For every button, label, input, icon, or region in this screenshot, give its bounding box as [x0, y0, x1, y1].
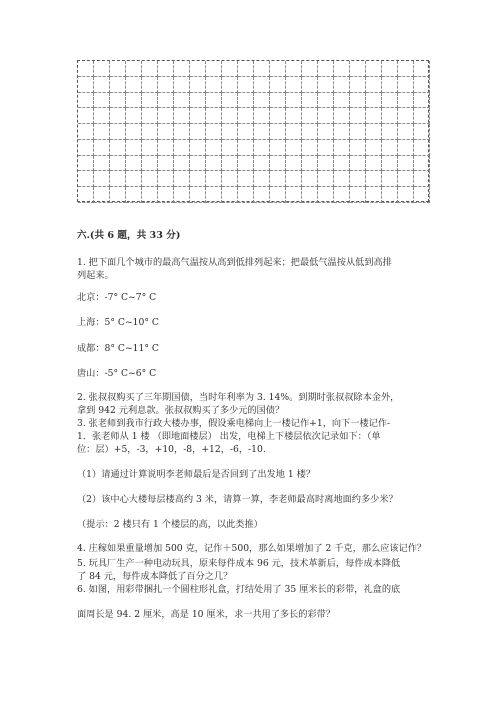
- grid-cell: [414, 124, 430, 140]
- grid-cell: [302, 187, 318, 203]
- grid-cell: [158, 124, 174, 140]
- grid-cell: [286, 93, 302, 109]
- grid-cell: [222, 187, 238, 203]
- grid-cell: [206, 108, 222, 124]
- q1-line-1: 1. 把下面几个城市的最高气温按从高到低排列起来；把最低气温按从低到高排: [77, 257, 392, 268]
- grid-cell: [334, 156, 350, 172]
- q2-line-1: 2. 张叔叔购买了三年期国债，当时年利率为 3. 14%。到期时张叔叔除本金外，: [77, 392, 400, 403]
- grid-cell: [206, 77, 222, 93]
- grid-cell: [190, 187, 206, 203]
- grid-cell: [190, 108, 206, 124]
- grid-cell: [302, 124, 318, 140]
- q3-line-2: 1．张老师从 1 楼 （即地面楼层） 出发，电梯上下楼层依次记录如下：（单: [77, 431, 381, 442]
- grid-cell: [270, 77, 286, 93]
- grid-cell: [366, 156, 382, 172]
- grid-cell: [286, 171, 302, 187]
- grid-cell: [350, 171, 366, 187]
- grid-cell: [238, 124, 254, 140]
- grid-cell: [78, 187, 94, 203]
- grid-cell: [126, 140, 142, 156]
- grid-cell: [238, 156, 254, 172]
- grid-cell: [334, 124, 350, 140]
- grid-cell: [158, 187, 174, 203]
- grid-cell: [190, 124, 206, 140]
- grid-cell: [382, 61, 398, 77]
- grid-cell: [126, 93, 142, 109]
- grid-cell: [286, 187, 302, 203]
- grid-cell: [94, 61, 110, 77]
- q6-line-1: 6. 如图，用彩带捆扎一个圆柱形礼盒，打结处用了 35 厘米长的彩带，礼盒的底: [77, 584, 401, 595]
- grid-cell: [222, 156, 238, 172]
- grid-cell: [238, 140, 254, 156]
- city-tangshan: 唐山：-5° C~6° C: [77, 368, 157, 379]
- grid-cell: [94, 108, 110, 124]
- grid-cell: [398, 108, 414, 124]
- grid-cell: [190, 156, 206, 172]
- grid-cell: [414, 140, 430, 156]
- grid-cell: [398, 140, 414, 156]
- grid-cell: [286, 61, 302, 77]
- grid-cell: [78, 156, 94, 172]
- grid-cell: [254, 171, 270, 187]
- q3-sub-1: （1）请通过计算说明李老师最后是否回到了出发地 1 楼？: [77, 469, 316, 480]
- grid-cell: [254, 187, 270, 203]
- grid-cell: [302, 61, 318, 77]
- grid-cell: [110, 61, 126, 77]
- city-chengdu: 成都：8° C~11° C: [77, 343, 159, 354]
- grid-cell: [238, 61, 254, 77]
- grid-cell: [78, 61, 94, 77]
- grid-cell: [286, 124, 302, 140]
- grid-cell: [142, 61, 158, 77]
- grid-cell: [334, 187, 350, 203]
- grid-cell: [142, 171, 158, 187]
- grid-cell: [414, 156, 430, 172]
- grid-cell: [206, 187, 222, 203]
- grid-cell: [190, 171, 206, 187]
- grid-cell: [174, 171, 190, 187]
- grid-cell: [350, 61, 366, 77]
- grid-cell: [222, 140, 238, 156]
- grid-cell: [398, 187, 414, 203]
- grid-cell: [398, 77, 414, 93]
- grid-cell: [190, 93, 206, 109]
- grid-cell: [110, 77, 126, 93]
- grid-cell: [414, 93, 430, 109]
- grid-cell: [302, 108, 318, 124]
- grid-cell: [414, 77, 430, 93]
- grid-cell: [270, 124, 286, 140]
- grid-cell: [78, 108, 94, 124]
- grid-cell: [174, 140, 190, 156]
- grid-cell: [174, 93, 190, 109]
- grid-cell: [142, 140, 158, 156]
- grid-cell: [190, 77, 206, 93]
- grid-cell: [350, 108, 366, 124]
- grid-cell: [142, 93, 158, 109]
- grid-cell: [158, 77, 174, 93]
- grid-cell: [254, 156, 270, 172]
- grid-cell: [382, 108, 398, 124]
- grid-cell: [238, 93, 254, 109]
- city-beijing: 北京：-7° C~7° C: [77, 292, 157, 303]
- grid-cell: [318, 108, 334, 124]
- grid-cell: [366, 124, 382, 140]
- grid-cell: [350, 77, 366, 93]
- grid-cell: [110, 140, 126, 156]
- grid-cell: [222, 171, 238, 187]
- grid-cell: [286, 140, 302, 156]
- grid-cell: [270, 140, 286, 156]
- grid-cell: [78, 77, 94, 93]
- grid-cell: [350, 156, 366, 172]
- grid-cell: [222, 124, 238, 140]
- grid-cell: [254, 124, 270, 140]
- grid-cell: [174, 187, 190, 203]
- grid-cell: [286, 108, 302, 124]
- grid-cell: [238, 77, 254, 93]
- grid-cell: [174, 77, 190, 93]
- grid-cell: [190, 61, 206, 77]
- grid-cell: [126, 171, 142, 187]
- grid-cell: [94, 93, 110, 109]
- grid-cell: [142, 156, 158, 172]
- grid-cell: [318, 124, 334, 140]
- grid-cell: [318, 187, 334, 203]
- grid-cell: [334, 77, 350, 93]
- grid-cell: [238, 187, 254, 203]
- grid-cell: [366, 93, 382, 109]
- grid-cell: [110, 156, 126, 172]
- grid-cell: [366, 140, 382, 156]
- grid-cell: [206, 171, 222, 187]
- grid-cell: [238, 108, 254, 124]
- grid-cell: [302, 171, 318, 187]
- grid-cell: [254, 140, 270, 156]
- grid-cell: [270, 61, 286, 77]
- grid-cell: [414, 171, 430, 187]
- q3-line-1: 3. 张老师到我市行政大楼办事，假设乘电梯向上一楼记作+1，向下一楼记作-: [77, 418, 391, 429]
- grid-cell: [334, 93, 350, 109]
- grid-cell: [222, 77, 238, 93]
- grid-cell: [398, 61, 414, 77]
- grid-cell: [382, 77, 398, 93]
- grid-cell: [126, 124, 142, 140]
- grid-cell: [158, 108, 174, 124]
- grid-cell: [350, 140, 366, 156]
- grid-cell: [142, 77, 158, 93]
- grid-cell: [414, 108, 430, 124]
- grid-cell: [366, 187, 382, 203]
- grid-cell: [78, 93, 94, 109]
- grid-cell: [94, 156, 110, 172]
- grid-cell: [158, 93, 174, 109]
- grid-cell: [174, 61, 190, 77]
- grid-cell: [206, 124, 222, 140]
- grid-cell: [398, 171, 414, 187]
- grid-cell: [94, 140, 110, 156]
- grid-cell: [318, 140, 334, 156]
- grid-cell: [126, 187, 142, 203]
- grid-cell: [110, 93, 126, 109]
- grid-cell: [286, 77, 302, 93]
- grid-cell: [398, 93, 414, 109]
- grid-cell: [206, 156, 222, 172]
- grid-cell: [366, 77, 382, 93]
- grid-cell: [78, 140, 94, 156]
- grid-cell: [382, 171, 398, 187]
- grid-cell: [270, 187, 286, 203]
- writing-grid: [77, 60, 429, 202]
- q1-line-2: 列起来。: [77, 270, 114, 281]
- grid-cell: [126, 61, 142, 77]
- grid-cell: [126, 77, 142, 93]
- grid-cell: [334, 171, 350, 187]
- grid-cell: [142, 108, 158, 124]
- grid-cell: [94, 171, 110, 187]
- grid-cell: [270, 156, 286, 172]
- grid-cell: [270, 108, 286, 124]
- grid-cell: [254, 108, 270, 124]
- grid-cell: [174, 108, 190, 124]
- grid-cell: [142, 124, 158, 140]
- grid-cell: [126, 156, 142, 172]
- grid-cell: [222, 93, 238, 109]
- grid-cell: [270, 93, 286, 109]
- grid-cell: [398, 124, 414, 140]
- q3-sub-2: （2）该中心大楼每层楼高约 3 米，请算一算，李老师最高时离地面约多少米？: [77, 494, 398, 505]
- grid-cell: [270, 171, 286, 187]
- grid-cell: [190, 140, 206, 156]
- grid-cell: [158, 140, 174, 156]
- q4-line: 4. 庄稼如果重量增加 500 克，记作＋500，那么如果增加了 2 千克，那么应该记作？: [77, 543, 427, 554]
- q3-hint: （提示：2 楼只有 1 个楼层的高，以此类推）: [77, 519, 263, 530]
- q3-line-3: 位：层）+5，-3，+10，-8，+12，-6，-10.: [77, 444, 266, 455]
- grid-cell: [350, 93, 366, 109]
- grid-cell: [318, 156, 334, 172]
- grid-cell: [110, 108, 126, 124]
- grid-cell: [158, 61, 174, 77]
- grid-cell: [334, 140, 350, 156]
- grid-cell: [382, 124, 398, 140]
- q2-line-2: 拿到 942 元利息款。张叔叔购买了多少元的国债？: [77, 405, 285, 416]
- grid-cell: [382, 156, 398, 172]
- section-title: 六.(共 6 题，共 33 分): [77, 230, 181, 241]
- grid-cell: [110, 124, 126, 140]
- grid-cell: [318, 61, 334, 77]
- grid-cell: [414, 187, 430, 203]
- grid-cell: [318, 93, 334, 109]
- grid-cell: [366, 108, 382, 124]
- grid-cell: [142, 187, 158, 203]
- grid-cell: [94, 77, 110, 93]
- grid-cell: [382, 140, 398, 156]
- grid-cell: [334, 61, 350, 77]
- grid-cell: [78, 124, 94, 140]
- grid-cell: [414, 61, 430, 77]
- grid-cell: [174, 156, 190, 172]
- grid-cell: [222, 108, 238, 124]
- grid-cell: [126, 108, 142, 124]
- grid-cell: [206, 61, 222, 77]
- grid-cell: [206, 93, 222, 109]
- city-shanghai: 上海：5° C~10° C: [77, 317, 159, 328]
- grid-cell: [110, 171, 126, 187]
- grid-cell: [254, 61, 270, 77]
- grid-cell: [158, 156, 174, 172]
- grid-cell: [366, 61, 382, 77]
- grid-cell: [302, 156, 318, 172]
- grid-cell: [238, 171, 254, 187]
- grid-cell: [302, 93, 318, 109]
- grid-cell: [382, 187, 398, 203]
- grid-cell: [398, 156, 414, 172]
- grid-cell: [254, 77, 270, 93]
- grid-cell: [222, 61, 238, 77]
- grid-cell: [350, 187, 366, 203]
- grid-cell: [110, 187, 126, 203]
- grid-cell: [206, 140, 222, 156]
- grid-cell: [318, 171, 334, 187]
- grid-cell: [302, 77, 318, 93]
- grid-cell: [318, 77, 334, 93]
- grid-cell: [254, 93, 270, 109]
- grid-cell: [94, 187, 110, 203]
- grid-cell: [286, 156, 302, 172]
- grid-cell: [302, 140, 318, 156]
- grid-cell: [366, 171, 382, 187]
- q6-line-2: 面周长是 94. 2 厘米，高是 10 厘米，求一共用了多长的彩带？: [77, 609, 336, 620]
- grid-cell: [382, 93, 398, 109]
- grid-cell: [158, 171, 174, 187]
- grid-cell: [334, 108, 350, 124]
- grid-cell: [78, 171, 94, 187]
- q5-line-1: 5. 玩具厂生产一种电动玩具，原来每件成本 96 元，技术革新后，每件成本降低: [77, 558, 401, 569]
- grid-cell: [94, 124, 110, 140]
- grid-cell: [174, 124, 190, 140]
- grid-cell: [350, 124, 366, 140]
- q5-line-2: 了 84 元，每件成本降低了百分之几？: [77, 571, 233, 582]
